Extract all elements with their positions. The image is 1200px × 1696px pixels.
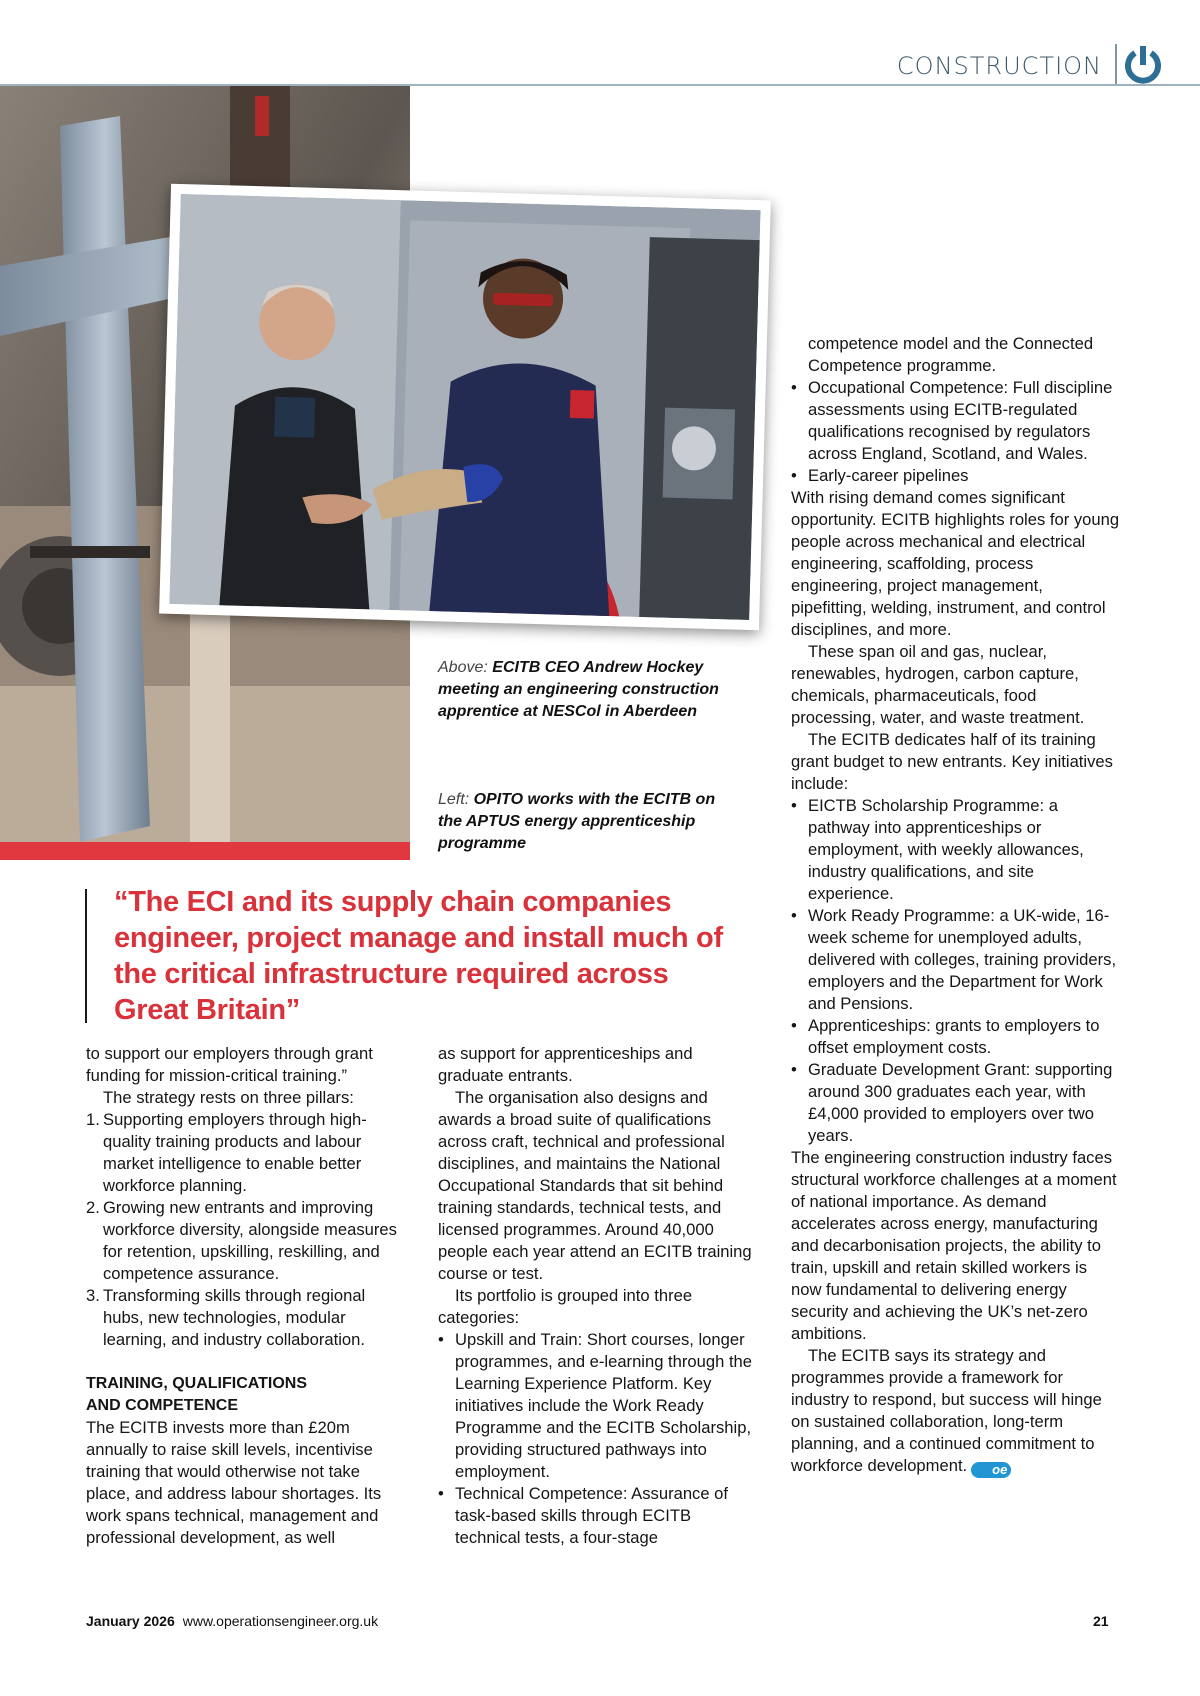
body-column-1 bbox=[86, 1043, 406, 1549]
footer-date: January 2026 bbox=[86, 1613, 175, 1629]
pull-quote-bar bbox=[85, 889, 87, 1023]
col3-paragraph-4: The engineering construction industry faces structural workforce challenges at a moment of national importance. As demand accelerates across energy, manufacturing and decarbonisation projects, the ability to train, upskill and retain skilled workers is now fundamental to delivering energy security and achieving the UK’s net-zero ambitions. bbox=[791, 1148, 1117, 1343]
section-heading-line-1: TRAINING, QUALIFICATIONS bbox=[86, 1375, 308, 1392]
accent-red-bar bbox=[0, 842, 410, 860]
list-item: • Occupational Competence: Full discipline assessments using ECITB-regulated qualifications recognised by regulators across England, Scotland, and Wales. bbox=[808, 377, 1121, 465]
page-number: 21 bbox=[1093, 1613, 1109, 1629]
footer-url[interactable]: www.operationsengineer.org.uk bbox=[182, 1613, 379, 1629]
list-item: • Upskill and Train: Short courses, longer programmes, and e-learning through the Learning Experience Platform. Key initiatives include the Work Ready Programme and the ECITB Scholarship, providing structured pathways into employment. bbox=[455, 1329, 758, 1483]
col2-paragraph-3: Its portfolio is grouped into three categories: bbox=[438, 1286, 693, 1327]
photo-ceo-meeting-apprentice bbox=[159, 184, 771, 631]
col3-paragraph-3: The ECITB dedicates half of its training grant budget to new entrants. Key initiatives include: bbox=[791, 730, 1113, 793]
portfolio-list bbox=[438, 1329, 758, 1549]
list-item: • Early-career pipelines bbox=[808, 465, 1121, 487]
section-label: CONSTRUCTION bbox=[896, 52, 1102, 80]
list-item: • Apprenticeships: grants to employers to offset employment costs. bbox=[808, 1015, 1121, 1059]
col1-paragraph-2: The strategy rests on three pillars: bbox=[103, 1088, 354, 1107]
col2-paragraph-1: as support for apprenticeships and graduate entrants. bbox=[438, 1044, 693, 1085]
competence-list bbox=[791, 377, 1121, 487]
section-heading-line-2: AND COMPETENCE bbox=[86, 1397, 239, 1414]
list-item: • Work Ready Programme: a UK-wide, 16-week scheme for unemployed adults, delivered with colleges, training providers, employers and the Department for Work and Pensions. bbox=[808, 905, 1121, 1015]
list-item: • Graduate Development Grant: supporting around 300 graduates each year, with £4,000 provided to employers over two years. bbox=[808, 1059, 1121, 1147]
col2-paragraph-2: The organisation also designs and awards a broad suite of qualifications across craft, technical and professional disciplines, and maintains the National Occupational Standards that sit behind training standards, technical tests, and licensed programmes. Around 40,000 people each year attend an ECITB training course or test. bbox=[438, 1088, 752, 1283]
list-item: Transforming skills through regional hubs, new technologies, modular learning, and industry collaboration. bbox=[103, 1286, 366, 1349]
pillars-list bbox=[86, 1109, 406, 1351]
caption-above bbox=[438, 657, 728, 723]
col1-paragraph-3: The ECITB invests more than £20m annually to raise skill levels, incentivise training that would otherwise not take place, and address labour shortages. Its work spans technical, management and professional development, as well bbox=[86, 1418, 382, 1547]
col3-paragraph-2: These span oil and gas, nuclear, renewables, hydrogen, carbon capture, chemicals, pharmaceuticals, food processing, water, and waste treatment. bbox=[791, 642, 1085, 727]
list-item: Supporting employers through high-quality training products and labour market intelligence to enable better workforce planning. bbox=[103, 1110, 367, 1195]
col3-paragraph-5-text: The ECITB says its strategy and programmes provide a framework for industry to respond, but success will hinge on sustained collaboration, long-term planning, and a continued commitment to workforce development. bbox=[791, 1346, 1102, 1475]
power-icon bbox=[1123, 44, 1163, 86]
caption-above-text: ECITB CEO Andrew Hockey meeting an engineering construction apprentice at NESCol in Aberdeen bbox=[438, 659, 719, 720]
col3-continuation: competence model and the Connected Competence programme. bbox=[808, 334, 1094, 375]
oe-end-logo: oe bbox=[971, 1462, 1011, 1478]
section-heading bbox=[86, 1373, 406, 1417]
caption-left-lead: Left: bbox=[438, 791, 470, 808]
body-column-2 bbox=[438, 1043, 758, 1549]
footer bbox=[86, 1613, 378, 1629]
col3-paragraph-1: With rising demand comes significant opportunity. ECITB highlights roles for young people across mechanical and electrical engineering, scaffolding, process engineering, project management, pipefitting, welding, instrument, and control disciplines, and more. bbox=[791, 488, 1120, 639]
col1-paragraph-1: to support our employers through grant funding for mission-critical training.” bbox=[86, 1044, 373, 1085]
initiatives-list bbox=[791, 795, 1121, 1147]
header-divider bbox=[1115, 44, 1117, 86]
caption-left-text: OPITO works with the ECITB on the APTUS energy apprenticeship programme bbox=[438, 791, 716, 852]
list-item: • Technical Competence: Assurance of task-based skills through ECITB technical tests, a four-stage bbox=[455, 1483, 758, 1549]
col3-paragraph-5 bbox=[791, 1345, 1121, 1478]
caption-left bbox=[438, 789, 728, 855]
caption-above-lead: Above: bbox=[438, 659, 488, 676]
body-column-3 bbox=[791, 333, 1121, 1478]
list-item: • EICTB Scholarship Programme: a pathway into apprenticeships or employment, with weekly allowances, industry qualifications, and site experience. bbox=[808, 795, 1121, 905]
list-item: Growing new entrants and improving workforce diversity, alongside measures for retention, upskilling, reskilling, and competence assurance. bbox=[103, 1198, 397, 1283]
pull-quote: “The ECI and its supply chain companies engineer, project manage and install much of the critical infrastructure required across Great Britain” bbox=[114, 886, 723, 1026]
